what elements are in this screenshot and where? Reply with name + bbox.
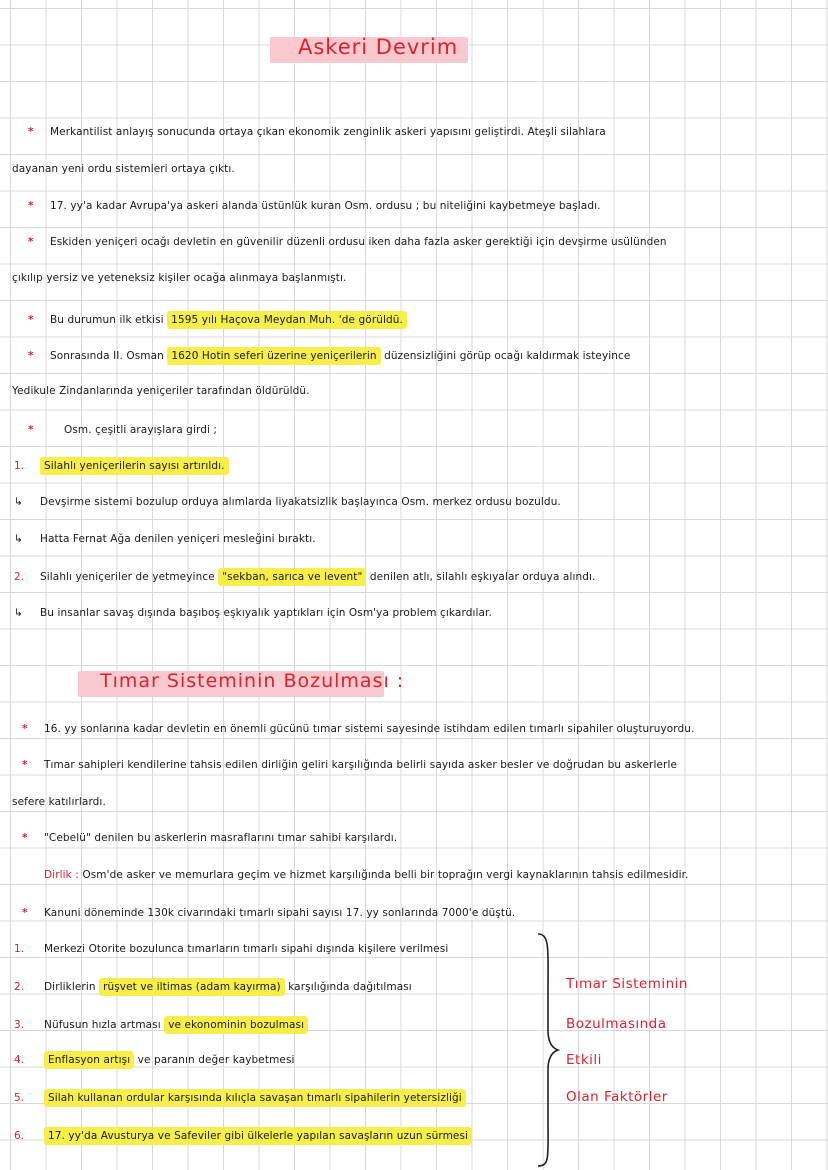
highlighted-text: 17. yy'da Avusturya ve Safeviler gibi ülkelerle yapılan savaşların uzun sürmesi [44, 1127, 472, 1145]
highlighted-text: 1595 yılı Haçova Meydan Muh. 'de görüldü. [167, 311, 407, 329]
line-text: Hatta Fernat Ağa denilen yeniçeri mesleğini bıraktı. [40, 533, 316, 545]
note-line [28, 125, 606, 139]
line-text: Osm'de asker ve memurlara geçim ve hizmet karşılığında belli bir toprağın vergi kaynaklarının tahsis edilmesidir. [82, 869, 689, 881]
line-text: Devşirme sistemi bozulup orduya alımlarda liyakatsizlik başlayınca Osm. merkez ordusu bozuldu. [40, 496, 561, 508]
note-line [22, 831, 398, 845]
side-note-line: Bozulmasında [566, 1016, 667, 1032]
note-line [12, 271, 346, 285]
side-note-line: Etkili [566, 1052, 602, 1068]
line-text: Silahlı yeniçeriler de yetmeyince [40, 571, 215, 583]
factor-item [14, 1053, 295, 1067]
note-line [12, 795, 106, 809]
note-line [14, 495, 561, 509]
bullet-marker: 1. [14, 460, 25, 472]
line-text: Merkezi Otorite bozulunca tımarların tımarlı sipahi dışında kişilere verilmesi [44, 943, 449, 955]
factor-item [14, 1018, 308, 1032]
bullet-marker: * [28, 236, 34, 248]
bullet-marker: ↳ [14, 496, 23, 508]
factor-number: 6. [14, 1130, 25, 1142]
note-line [14, 606, 492, 620]
highlighted-text: Silah kullanan ordular karşısında kılıçla savaşan tımarlı sipahilerin yetersizliği [44, 1089, 466, 1107]
line-text: sefere katılırlardı. [12, 796, 106, 808]
note-line [12, 162, 235, 176]
line-text: Tımar sahipleri kendilerine tahsis edilen dirliğin geliri karşılığında belirli sayıda asker besler ve doğrudan bu askerlerle [44, 759, 678, 771]
line-text: Kanuni döneminde 130k civarındaki tımarlı sipahi sayısı 17. yy sonlarında 7000'e düştü. [44, 907, 516, 919]
note-line [12, 384, 310, 398]
side-note-line: Olan Faktörler [566, 1089, 668, 1105]
bullet-marker: * [22, 759, 28, 771]
line-text: 16. yy sonlarına kadar devletin en önemli gücünü tımar sistemi sayesinde istihdam edilen tımarlı sipahiler oluşturuyordu. [44, 723, 695, 735]
note-line [14, 570, 596, 584]
side-note-line: Tımar Sisteminin [566, 976, 688, 992]
line-text: Sonrasında II. Osman [50, 350, 164, 362]
bullet-marker: * [22, 832, 28, 844]
definition-label: Dirlik : [44, 869, 79, 881]
bullet-marker: * [28, 424, 34, 436]
bullet-marker: ↳ [14, 533, 23, 545]
line-text: Nüfusun hızla artması [44, 1019, 161, 1031]
factor-item [14, 1091, 466, 1105]
factor-item [14, 1129, 472, 1143]
line-text: denilen atlı, silahlı eşkıyalar orduya alındı. [369, 571, 596, 583]
note-line [28, 349, 631, 363]
line-text: düzensizliğini görüp ocağı kaldırmak isteyince [384, 350, 631, 362]
line-text: Bu insanlar savaş dışında başıboş eşkıyalık yaptıkları için Osm'ya problem çıkardılar. [40, 607, 492, 619]
bullet-marker: ↳ [14, 607, 23, 619]
line-text: çıkılıp yersiz ve yeteneksiz kişiler ocağa alınmaya başlanmıştı. [12, 272, 347, 284]
line-text: "Cebelü" denilen bu askerlerin masraflarını tımar sahibi karşılardı. [44, 832, 398, 844]
note-line [28, 423, 218, 437]
page-title: Askeri Devrim [298, 35, 459, 59]
line-text: Osm. çeşitli arayışlara girdi ; [64, 424, 218, 436]
note-line [44, 868, 689, 882]
factor-item [14, 942, 449, 956]
highlighted-text: Enflasyon artışı [44, 1051, 134, 1069]
factor-number: 4. [14, 1054, 25, 1066]
factor-number: 1. [14, 943, 25, 955]
note-line [22, 906, 516, 920]
factor-number: 3. [14, 1019, 25, 1031]
bullet-marker: 2. [14, 571, 25, 583]
note-line [28, 313, 407, 327]
note-line [22, 758, 678, 772]
note-line [28, 235, 667, 249]
note-line [14, 459, 229, 473]
bullet-marker: * [28, 350, 34, 362]
line-text: dayanan yeni ordu sistemleri ortaya çıktı. [12, 163, 235, 175]
factor-number: 2. [14, 981, 25, 993]
line-text: ve paranın değer kaybetmesi [137, 1054, 295, 1066]
line-text: Merkantilist anlayış sonucunda ortaya çıkan ekonomik zenginlik askeri yapısını geliştirdi. Ateşli silahlara [50, 126, 606, 138]
section2-title: Tımar Sisteminin Bozulması : [100, 670, 405, 692]
highlighted-text: Silahlı yeniçerilerin sayısı artırıldı. [40, 457, 229, 475]
line-text: 17. yy'a kadar Avrupa'ya askeri alanda üstünlük kuran Osm. ordusu ; bu niteliğini kaybetmeye başladı. [50, 200, 601, 212]
line-text: karşılığında dağıtılması [288, 981, 412, 993]
bullet-marker: * [28, 126, 34, 138]
line-text: Dirliklerin [44, 981, 96, 993]
highlighted-text: ve ekonominin bozulması [164, 1016, 308, 1034]
highlighted-text: 1620 Hotin seferi üzerine yeniçerilerin [167, 347, 380, 365]
bullet-marker: * [28, 314, 34, 326]
highlighted-text: "sekban, sarıca ve levent" [218, 568, 366, 586]
bullet-marker: * [22, 723, 28, 735]
bullet-marker: * [22, 907, 28, 919]
factor-number: 5. [14, 1092, 25, 1104]
factor-item [14, 980, 412, 994]
bullet-marker: * [28, 200, 34, 212]
note-line [22, 722, 695, 736]
line-text: Bu durumun ilk etkisi [50, 314, 164, 326]
line-text: Yedikule Zindanlarında yeniçeriler tarafından öldürüldü. [12, 385, 310, 397]
line-text: Eskiden yeniçeri ocağı devletin en güvenilir düzenli ordusu iken daha fazla asker gerektiği için devşirme usülünden [50, 236, 667, 248]
highlighted-text: rüşvet ve iltimas (adam kayırma) [99, 978, 285, 996]
note-line [28, 199, 601, 213]
note-line [14, 532, 316, 546]
curly-brace-icon [530, 930, 560, 1170]
